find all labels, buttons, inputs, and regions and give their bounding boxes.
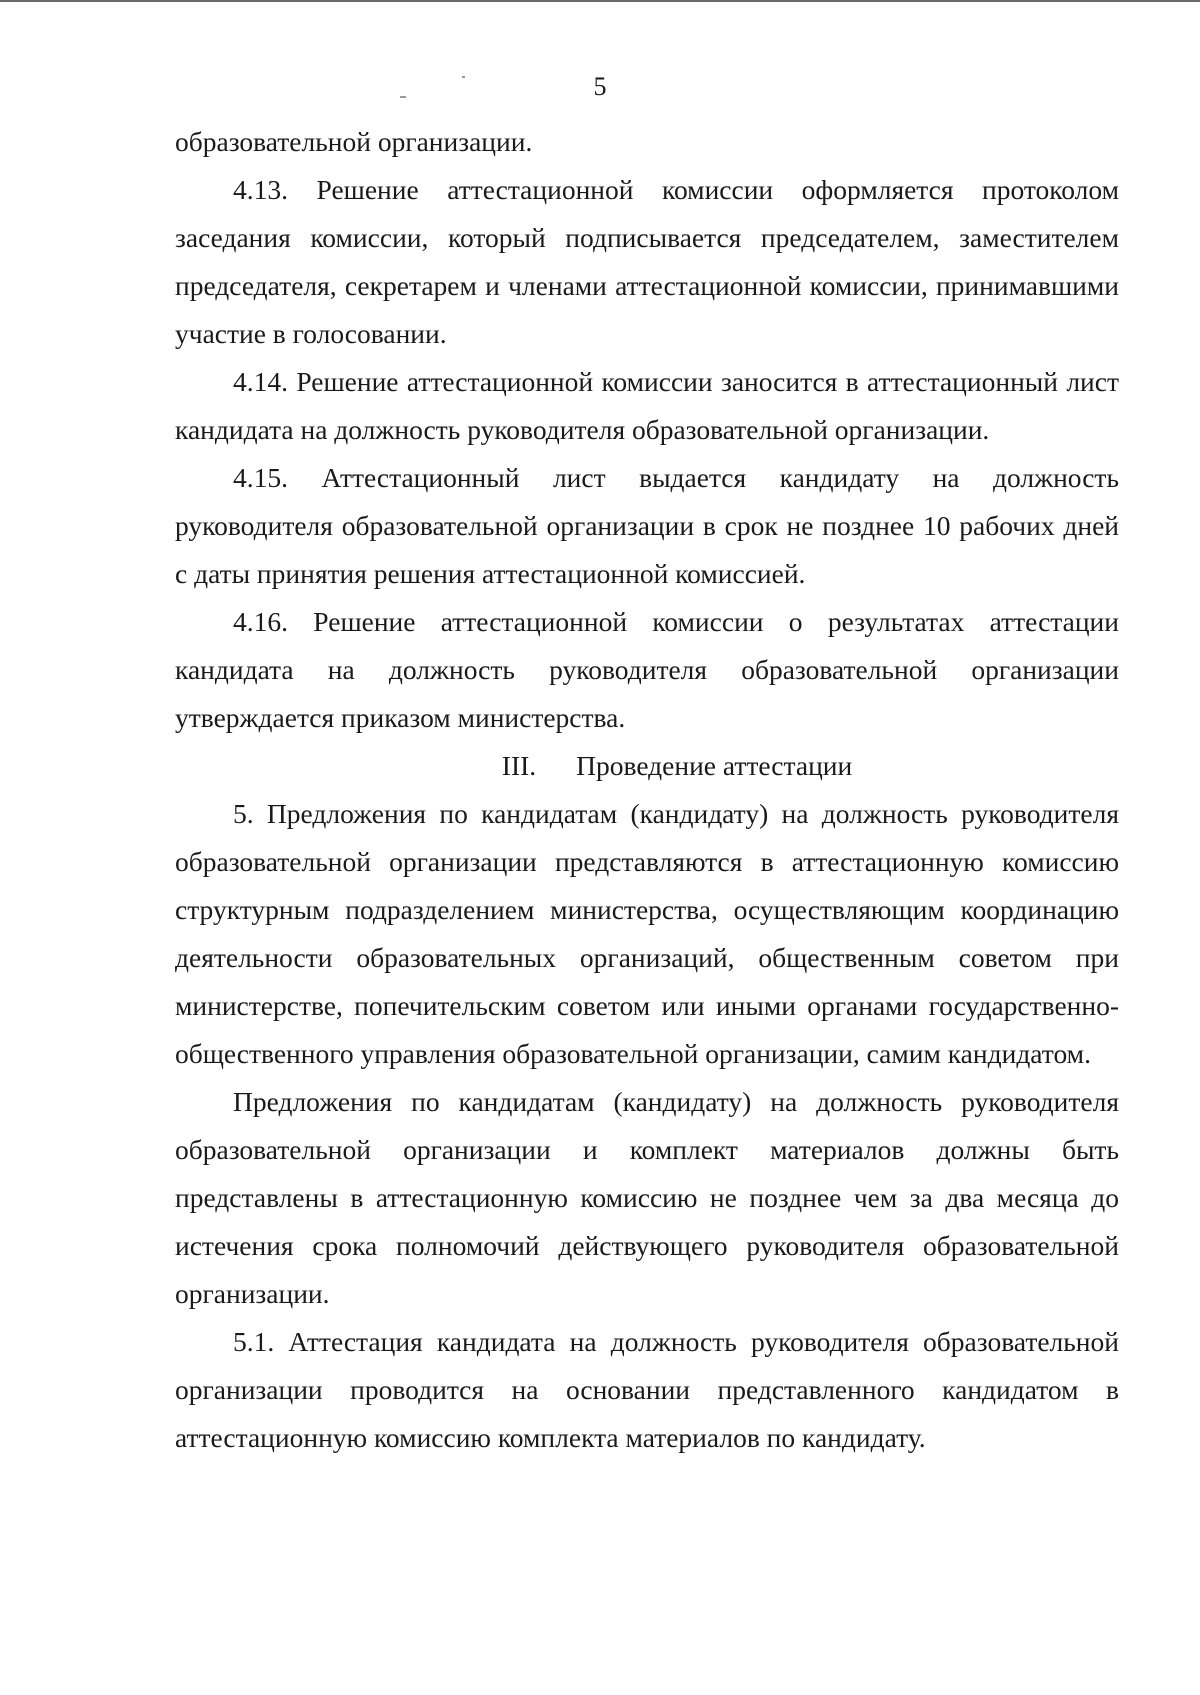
paragraph-5: 5. Предложения по кандидатам (кандидату) на должность руководителя образовательной организации представляются в аттестационную комиссию структурным подразделением министерства, осуществляющим координацию деятельности образовательных организаций, общественным советом при министерстве, попечительским советом или иными органами государственно-общественного управления образовательной организации, самим кандидатом. [175,798,1119,1069]
section-heading-title: Проведение аттестации [576,750,853,781]
paragraph-4-16: 4.16. Решение аттестационной комиссии о результатах аттестации кандидата на должность руководителя образовательной организации утверждается приказом министерства. [175,606,1119,733]
document-body [175,118,1119,1462]
section-heading-number: III. [501,750,537,781]
page-number: 5 [593,72,607,101]
section-heading [175,742,1119,790]
paragraph-continuation: образовательной организации. [175,126,533,157]
paragraph-4-13: 4.13. Решение аттестационной комиссии оформляется протоколом заседания комиссии, который подписывается председателем, заместителем председателя, секретарем и членами аттестационной комиссии, принимавшими участие в голосовании. [175,174,1119,349]
paragraph-4-15: 4.15. Аттестационный лист выдается кандидату на должность руководителя образовательной организации в срок не позднее 10 рабочих дней с даты принятия решения аттестационной комиссией. [175,462,1119,589]
paragraph-4-14: 4.14. Решение аттестационной комиссии заносится в аттестационный лист кандидата на должность руководителя образовательной организации. [175,366,1119,445]
paragraph-5-1: 5.1. Аттестация кандидата на должность руководителя образовательной организации проводится на основании представленного кандидатом в аттестационную комиссию комплекта материалов по кандидату. [175,1326,1119,1453]
paragraph-5-proposals: Предложения по кандидатам (кандидату) на должность руководителя образовательной организации и комплект материалов должны быть представлены в аттестационную комиссию не позднее чем за два месяца до истечения срока полномочий действующего руководителя образовательной организации. [175,1086,1119,1309]
